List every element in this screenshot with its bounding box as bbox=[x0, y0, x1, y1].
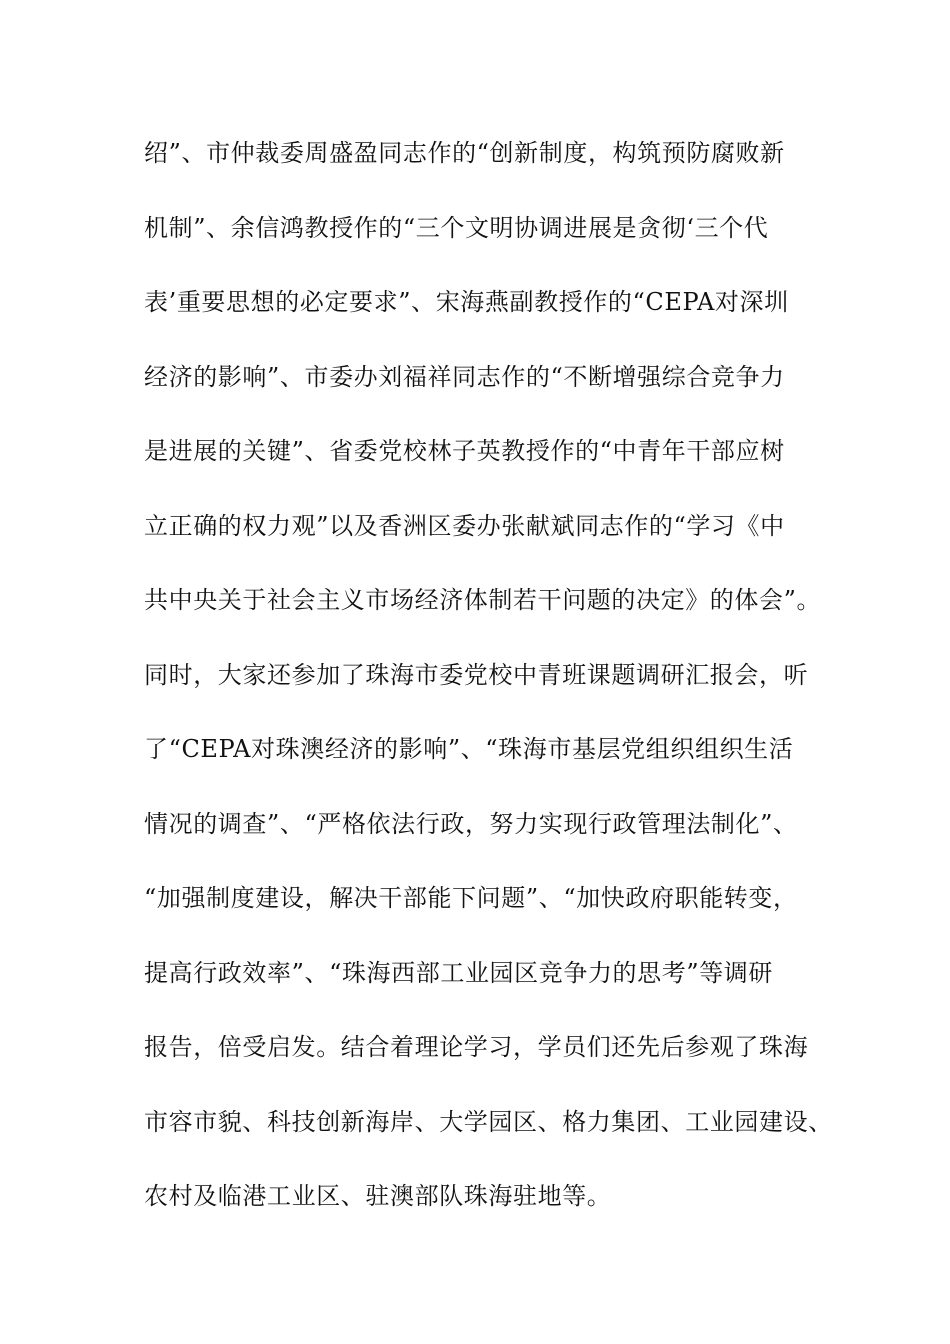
text-line: 立正确的权力观”以及香洲区委办张献斌同志作的“学习《中 bbox=[144, 511, 785, 540]
text-line: 经济的影响”、市委办刘福祥同志作的“不断增强综合竞争力 bbox=[144, 362, 785, 391]
text-line: 同时，大家还参加了珠海市委党校中青班课题调研汇报会，听 bbox=[144, 660, 809, 689]
text-line: 绍”、市仲裁委周盛盈同志作的“创新制度，构筑预防腐败新 bbox=[144, 139, 785, 167]
text-line: 报告，倍受启发。结合着理论学习，学员们还先后参观了珠海 bbox=[144, 1033, 809, 1061]
text-line: 共中央关于社会主义市场经济体制若干问题的决定》的体会”。 bbox=[144, 586, 822, 614]
text-line: 市容市貌、科技创新海岸、大学园区、格力集团、工业园建设、 bbox=[144, 1107, 833, 1136]
text-line: 农村及临港工业区、驻澳部队珠海驻地等。 bbox=[144, 1182, 612, 1210]
text-line: 机制”、余信鸿教授作的“三个文明协调进展是贪彻‘三个代 bbox=[144, 213, 769, 242]
text-line: 表’重要思想的必定要求”、宋海燕副教授作的“CEPA对深圳 bbox=[144, 288, 789, 316]
text-line: 是进展的关键”、省委党校林子英教授作的“中青年干部应树 bbox=[144, 437, 785, 465]
body-paragraph bbox=[144, 128, 834, 1246]
text-line: 提高行政效率”、“珠海西部工业园区竞争力的思考”等调研 bbox=[144, 958, 774, 987]
text-line: 情况的调查”、“严格依法行政，努力实现行政管理法制化”、 bbox=[144, 809, 798, 838]
text-line: 了“CEPA对珠澳经济的影响”、“珠海市基层党组织组织生活 bbox=[144, 735, 794, 763]
text-line: “加强制度建设，解决干部能下问题”、“加快政府职能转变， bbox=[144, 884, 798, 912]
